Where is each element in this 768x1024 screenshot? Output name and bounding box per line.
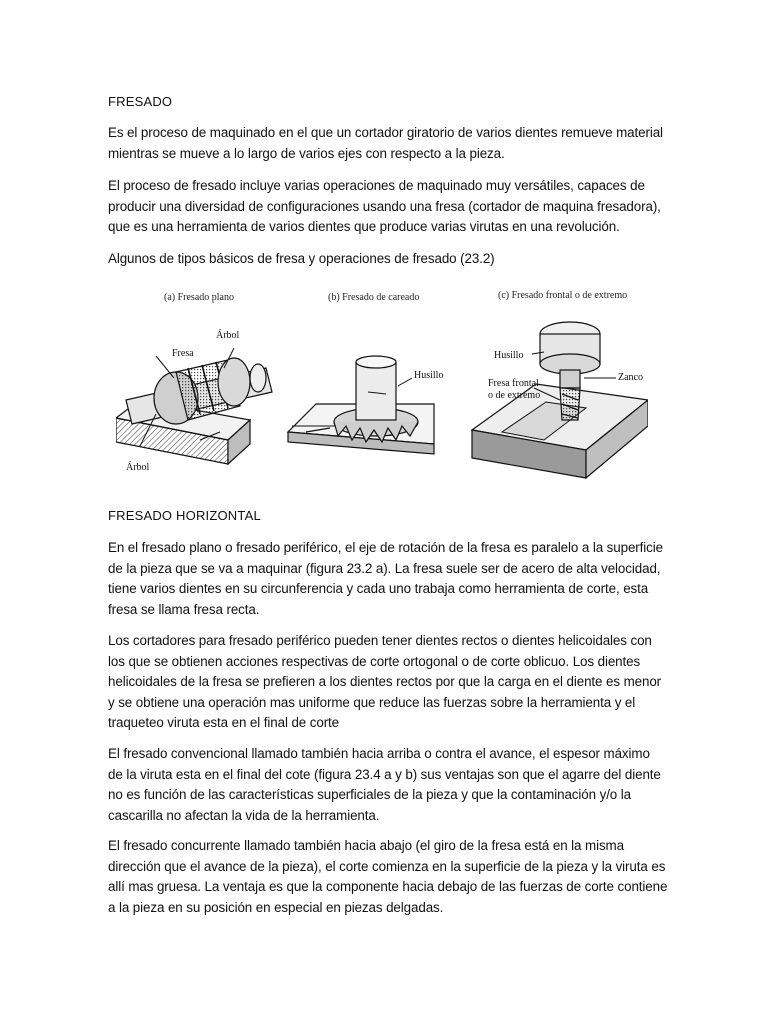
figure-b-caption: (b) Fresado de careado: [328, 292, 420, 303]
paragraph-text: El proceso de fresado incluye varias operaciones de maquinado muy versátiles, capaces de producir una diversidad de configuraciones usando una fresa (cortador de maquina fresadora), que es una herramienta de varios dientes que produce varias virutas en una revolución.: [108, 178, 661, 234]
figure-intro-line: [108, 249, 668, 270]
figure-b-face-milling: [288, 292, 443, 454]
horizontal-paragraph-4: [108, 836, 668, 918]
paragraph-text: El fresado convencional llamado también hacia arriba o contra el avance, el espesor máximo de la viruta esta en el final del cote (figura 23.4 a y b) sus ventajas son que el agarre del diente no es función de las características superficiales de la pieza y que la contaminación y/o la cascarilla no afectan la vida de la herramienta.: [108, 746, 661, 823]
figure-a-caption: (a) Fresado plano: [164, 292, 234, 303]
label-fresa: Fresa: [172, 348, 194, 359]
label-arbol-top: Árbol: [216, 330, 240, 341]
document-title: FRESADO: [108, 94, 173, 109]
figure-a-plain-milling: [116, 292, 272, 473]
horizontal-paragraph-1: [108, 538, 668, 620]
label-arbol-bottom: Árbol: [126, 462, 150, 473]
label-husillo-b: Husillo: [414, 370, 444, 381]
label-fresa-frontal: Fresa frontal: [488, 378, 539, 389]
intro-paragraph-2: [108, 176, 668, 238]
figure-c-end-milling: [472, 290, 648, 478]
label-husillo-c: Husillo: [494, 350, 524, 361]
horizontal-paragraph-2: [108, 631, 668, 734]
label-zanco: Zanco: [618, 372, 643, 383]
intro-paragraph-1: [108, 123, 668, 164]
paragraph-text: Es el proceso de maquinado en el que un cortador giratorio de varios dientes remueve material mientras se mueve a lo largo de varios ejes con respecto a la pieza.: [108, 125, 663, 161]
paragraph-text: En el fresado plano o fresado periférico, el eje de rotación de la fresa es paralelo a la superficie de la pieza que se va a maquinar (figura 23.2 a). La fresa suele ser de acero de alta velocidad, tiene varios dientes en su circunferencia y cada uno trabaja como herramienta de corte, esta fresa se llama fresa recta.: [108, 540, 663, 617]
label-o-de-extremo: o de extremo: [488, 390, 541, 401]
figure-c-caption: (c) Fresado frontal o de extremo: [498, 290, 628, 301]
milling-figure: [116, 282, 648, 482]
horizontal-paragraph-3: [108, 744, 668, 826]
paragraph-text: El fresado concurrente llamado también hacia abajo (el giro de la fresa está en la misma dirección que el avance de la pieza), el corte comienza en la superficie de la pieza y la viruta es allí mas gruesa. La ventaja es que la componente hacia debajo de las fuerzas de corte contiene a la pieza en su posición en especial en piezas delgadas.: [108, 838, 668, 915]
section-title-horizontal: FRESADO HORIZONTAL: [108, 508, 261, 523]
paragraph-text: Los cortadores para fresado periférico pueden tener dientes rectos o dientes helicoidales con los que se obtienen acciones respectivas de corte ortogonal o de corte oblicuo. Los dientes helicoidales de la fresa se prefieren a los dientes rectos por que la carga en el diente es menor y se obtiene una operación mas uniforme que reduce las fuerzas sobre la herramienta y el traqueteo viruta esta en el final de corte: [108, 633, 662, 730]
paragraph-text: Algunos de tipos básicos de fresa y operaciones de fresado (23.2): [108, 251, 495, 266]
